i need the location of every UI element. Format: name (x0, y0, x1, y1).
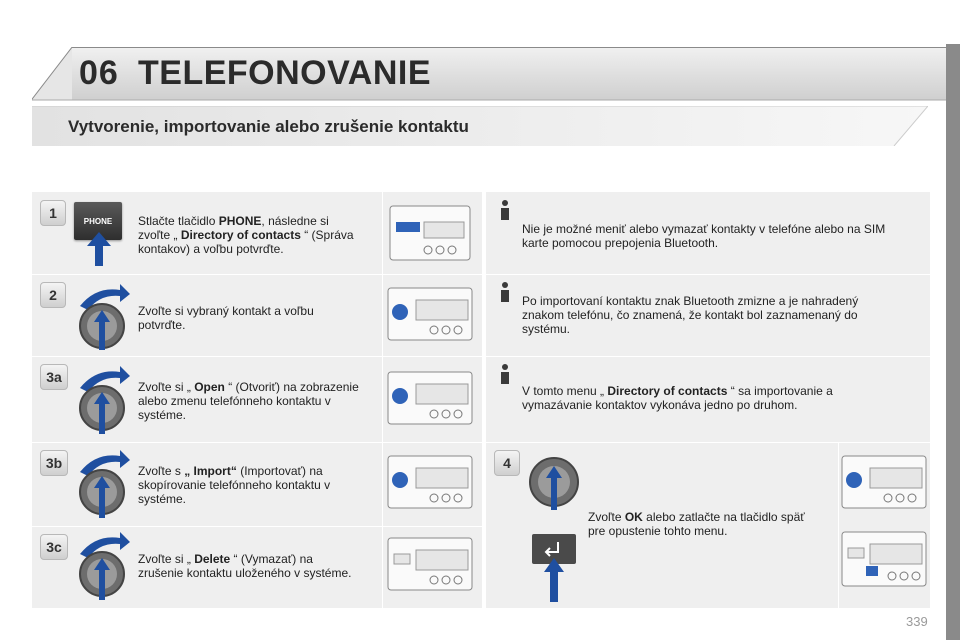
step-badge-1: 1 (40, 200, 66, 226)
rotary-knob-icon (526, 454, 582, 514)
arrow-up-icon (87, 232, 111, 266)
step-badge-3c: 3c (40, 534, 68, 560)
info-3-text: V tomto menu „ Directory of contacts “ sa importovanie a vymazávanie kontaktov vykonáva jedno po druhom. (522, 384, 833, 412)
radio-unit-icon (840, 454, 928, 512)
info-panel (486, 192, 930, 608)
step-badge-3b: 3b (40, 450, 68, 476)
step-1-text: Stlačte tlačidlo PHONE, následne si zvoľte „ Directory of contacts “ (Správa kontakov) a voľbu potvrďte. (138, 214, 354, 256)
step-3a-text: Zvoľte si „ Open “ (Otvoriť) na zobrazenie alebo zmenu telefónneho kontaktu v systéme. (138, 380, 359, 422)
phone-key-icon: PHONE (74, 202, 122, 240)
info-icon (498, 364, 512, 384)
step-badge-3a: 3a (40, 364, 68, 390)
step-2-text: Zvoľte si vybraný kontakt a voľbu potvrďte. (138, 304, 314, 332)
step-badge-2: 2 (40, 282, 66, 308)
rotary-knob-icon (70, 528, 134, 606)
info-1-text: Nie je možné meniť alebo vymazať kontakty v telefóne alebo na SIM karte pomocou prepojenia Bluetooth. (522, 222, 886, 250)
radio-unit-icon (386, 286, 474, 344)
info-icon (498, 282, 512, 302)
page-edge-bar (946, 44, 960, 640)
steps-panel (32, 192, 482, 608)
step-badge-4: 4 (494, 450, 520, 476)
step-4-text: Zvoľte OK alebo zatlačte na tlačidlo späť pre opustenie tohto menu. (588, 510, 805, 538)
radio-unit-icon (388, 202, 472, 264)
info-2-text: Po importovaní kontaktu znak Bluetooth zmizne a je nahradený znakom telefónu, čo znamená, že kontakt bol zaznamenaný do systému. (522, 294, 859, 336)
rotary-knob-icon (70, 280, 134, 356)
info-icon (498, 200, 512, 220)
section-title: Vytvorenie, importovanie alebo zrušenie kontaktu (68, 117, 469, 136)
radio-unit-icon (386, 454, 474, 512)
page-number: 339 (906, 614, 928, 629)
radio-unit-icon (840, 530, 928, 590)
radio-unit-icon (386, 536, 474, 594)
rotary-knob-icon (70, 362, 134, 440)
rotary-knob-icon (70, 446, 134, 524)
step-3c-text: Zvoľte si „ Delete “ (Vymazať) na zrušenie kontaktu uloženého v systéme. (138, 552, 352, 580)
back-button-icon (530, 532, 578, 604)
chapter-title: TELEFONOVANIE (138, 54, 431, 92)
step-3b-text: Zvoľte s „ Import“ (Importovať) na skopírovanie telefónneho kontaktu v systéme. (138, 464, 331, 506)
radio-unit-icon (386, 370, 474, 428)
chapter-number: 06 (79, 54, 119, 92)
